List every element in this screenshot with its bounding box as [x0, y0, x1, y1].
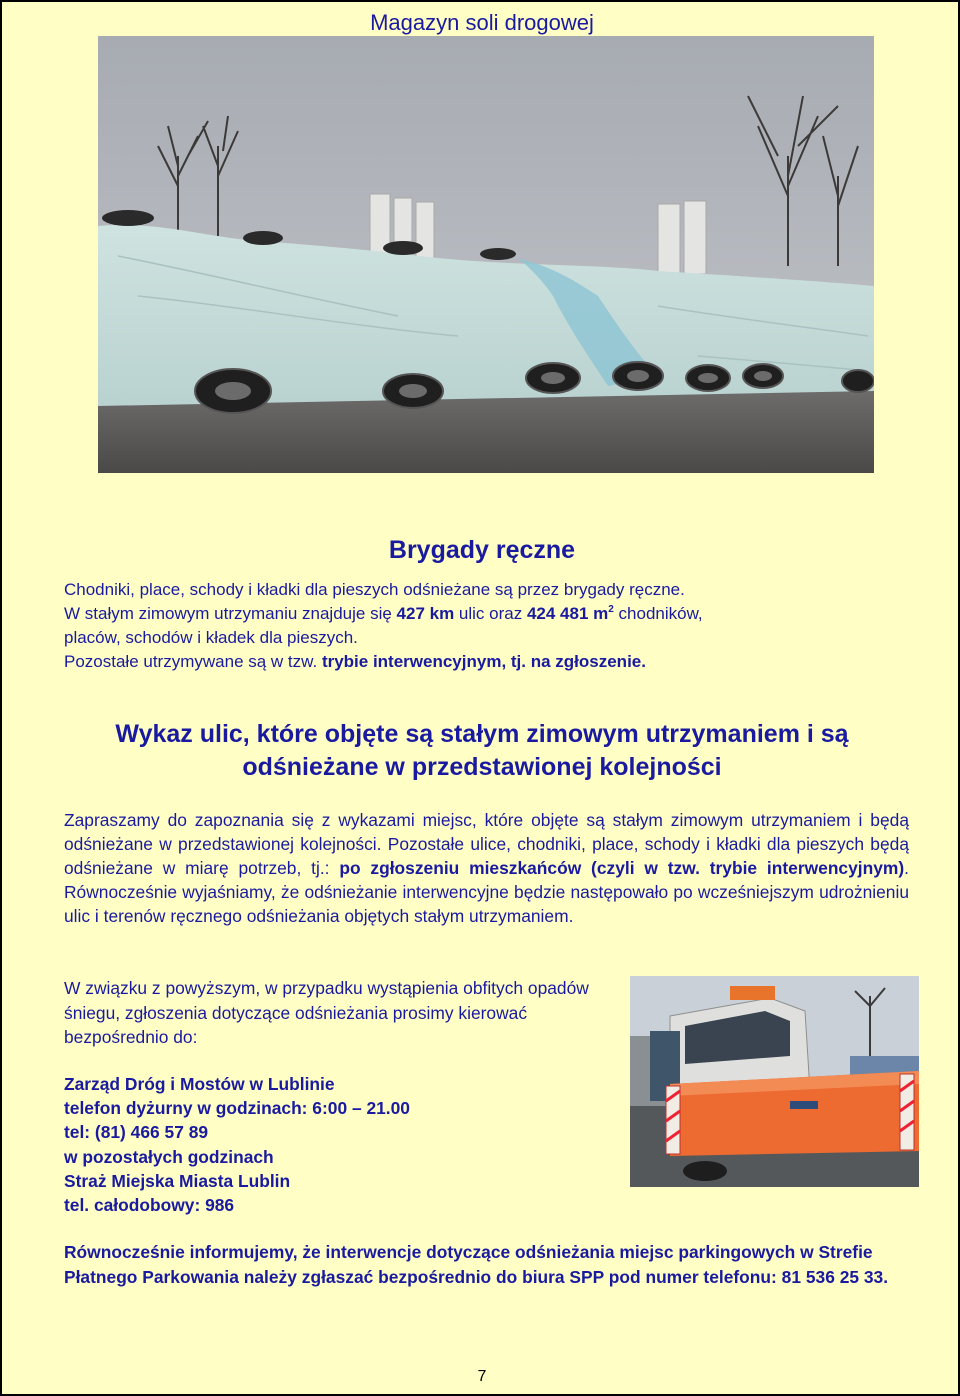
snow-plough-truck-photo: [630, 976, 919, 1187]
intro-line: W stałym zimowym utrzymaniu znajduje się 427 km ulic oraz 424 481 $m^2$ chodników,: [64, 604, 703, 623]
streets-length: 427 km: [396, 604, 455, 623]
sidewalk-area: 424 481 m: [526, 604, 609, 623]
contact-line: w pozostałych godzinach: [64, 1146, 274, 1167]
contact-line: Straż Miejska Miasta Lublin: [64, 1170, 291, 1191]
contact-line: Zarząd Dróg i Mostów w Lublinie: [64, 1074, 335, 1094]
intro-line: placów, schodów i kładek dla pieszych.: [64, 628, 358, 647]
contact-details: [64, 1072, 624, 1217]
invite-paragraph: Zapraszamy do zapoznania się z wykazami miejsc, które objęte są stałym zimowym utrzymaniem i będą odśnieżane w przedstawionej kolejności. Pozostałe ulice, chodniki, place, schody i kładki dla pieszych będą odśnieżane w miarę potrzeb, tj.: po zgłoszeniu mieszkańców (czyli w tzw. trybie interwencyjnym). Równocześnie wyjaśniamy, że odśnieżanie interwencyjne będzie następowało po wcześniejszym udrożnieniu ulic i terenów ręcznego odśnieżania objętych stałym utrzymaniem.: [64, 810, 910, 926]
brigades-intro: [64, 578, 904, 674]
page-header: Magazyn soli drogowej: [370, 10, 594, 35]
intro-line: Chodniki, place, schody i kładki dla pieszych odśnieżane są przez brygady ręczne.: [64, 580, 685, 599]
street-list-title: Wykaz ulic, które objęte są stałym zimowym utrzymaniem i są odśnieżane w przedstawionej kolejności: [115, 720, 849, 781]
page-number: 7: [477, 1368, 487, 1385]
contact-line: telefon dyżurny w godzinach: 6:00 – 21.00: [64, 1098, 410, 1119]
contact-line: tel. całodobowy: 986: [64, 1195, 235, 1216]
intro-line: Pozostałe utrzymywane są w tzw. trybie interwencyjnym, tj. na zgłoszenie.: [64, 652, 646, 671]
contact-intro: W związku z powyższym, w przypadku wystąpienia obfitych opadów śniegu, zgłoszenia dotyczące odśnieżania prosimy kierować bezpośrednio do:: [64, 978, 589, 1047]
section-title-brigades: Brygady ręczne: [388, 536, 576, 564]
salt-storage-photo: [98, 36, 874, 473]
contact-line: tel: (81) 466 57 89: [64, 1122, 209, 1143]
spp-notice: Równocześnie informujemy, że interwencje dotyczące odśnieżania miejsc parkingowych w Strefie Płatnego Parkowania należy zgłaszać bezpośrednio do biura SPP pod numer telefonu: 81 536 25 33.: [64, 1242, 889, 1287]
